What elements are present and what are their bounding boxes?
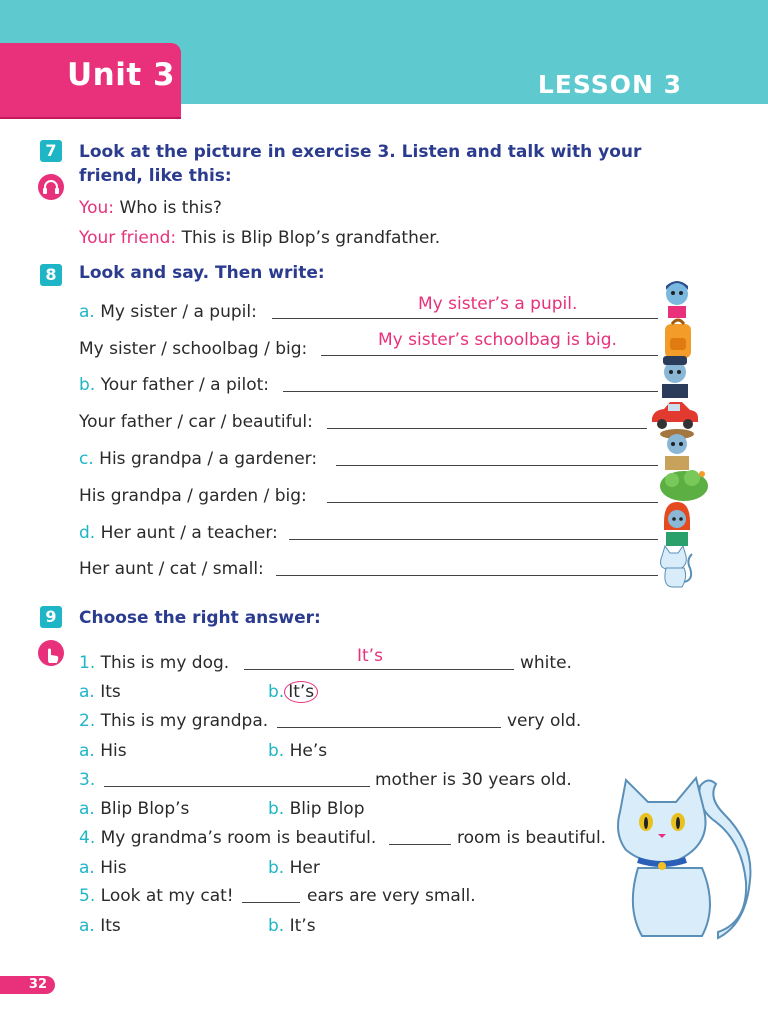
girl-pupil-picture [656,276,698,318]
option-b[interactable]: b. Blip Blop [268,799,365,819]
dialogue-text: Who is this? [119,198,222,218]
exercise-8-item: My sister / schoolbag / big: [79,339,308,359]
dialogue-line-1 [79,198,222,218]
unit-tab [0,43,181,117]
written-answer: It’s [357,646,383,666]
exercise-8-item: Your father / car / beautiful: [79,412,313,432]
unit-title: Unit 3 [67,57,176,93]
garden-picture [658,466,710,502]
exercise-8-instruction: Look and say. Then write: [79,263,325,283]
exercise-9-instruction: Choose the right answer: [79,608,321,628]
teacher-aunt-picture [656,500,698,546]
answer-blank[interactable] [336,465,658,466]
page-number: 32 [0,976,55,994]
pointing-hand-icon [38,640,64,666]
gardener-grandpa-picture [656,426,698,470]
question-text-end: room is beautiful. [457,828,607,848]
exercise-8-item: His grandpa / garden / big: [79,486,307,506]
pilot-father-picture [654,352,696,398]
option-a[interactable]: a. His [79,858,127,878]
option-a[interactable]: a. Its [79,916,121,936]
exercise-8-item: d. Her aunt / a teacher: [79,523,278,543]
question-text-end: ears are very small. [307,886,476,906]
question-5: 5. Look at my cat! [79,886,234,906]
exercise-number-8: 8 [40,264,62,286]
question-1: 1. This is my dog. [79,653,230,673]
answer-blank[interactable] [242,902,300,903]
option-b[interactable]: b. Her [268,858,320,878]
speaker-label: Your friend: [79,228,177,248]
exercise-8-item: b. Your father / a pilot: [79,375,269,395]
answer-blank[interactable] [327,428,647,429]
headphones-icon [38,174,64,200]
option-b-selected[interactable]: b. It’s [268,682,318,702]
exercise-7-instruction: Look at the picture in exercise 3. Listen and talk with your friend, like this: [79,142,642,186]
exercise-8-item: Her aunt / cat / small: [79,559,264,579]
option-a[interactable]: a. Its [79,682,121,702]
answer-blank[interactable] [321,355,658,356]
exercise-number-9: 9 [40,606,62,628]
lesson-title: LESSON 3 [537,70,682,99]
exercise-8-item: a. My sister / a pupil: [79,302,257,322]
exercise-8-item: c. His grandpa / a gardener: [79,449,318,469]
blue-cat-illustration [608,772,758,944]
question-text-end: very old. [507,711,582,731]
question-text-end: white. [520,653,572,673]
answer-blank[interactable] [289,539,658,540]
answer-blank[interactable] [244,669,514,670]
question-3: 3. [79,770,96,790]
answer-blank[interactable] [389,844,451,845]
question-text-end: mother is 30 years old. [375,770,572,790]
option-a[interactable]: a. His [79,741,127,761]
answer-blank[interactable] [104,786,370,787]
option-a[interactable]: a. Blip Blop’s [79,799,190,819]
small-cat-picture [654,542,694,588]
answer-blank[interactable] [276,575,658,576]
question-4: 4. My grandma’s room is beautiful. [79,828,377,848]
exercise-number-7: 7 [40,140,62,162]
answer-blank[interactable] [277,727,501,728]
speaker-label: You: [79,198,115,218]
answer-blank[interactable] [327,502,658,503]
written-answer: My sister’s a pupil. [418,294,578,314]
option-b[interactable]: b. He’s [268,741,328,761]
dialogue-text: This is Blip Blop’s grandfather. [181,228,441,248]
answer-blank[interactable] [283,391,658,392]
dialogue-line-2 [79,228,440,248]
option-b[interactable]: b. It’s [268,916,316,936]
answer-blank[interactable] [272,318,658,319]
written-answer: My sister’s schoolbag is big. [378,330,617,350]
question-2: 2. This is my grandpa. [79,711,269,731]
